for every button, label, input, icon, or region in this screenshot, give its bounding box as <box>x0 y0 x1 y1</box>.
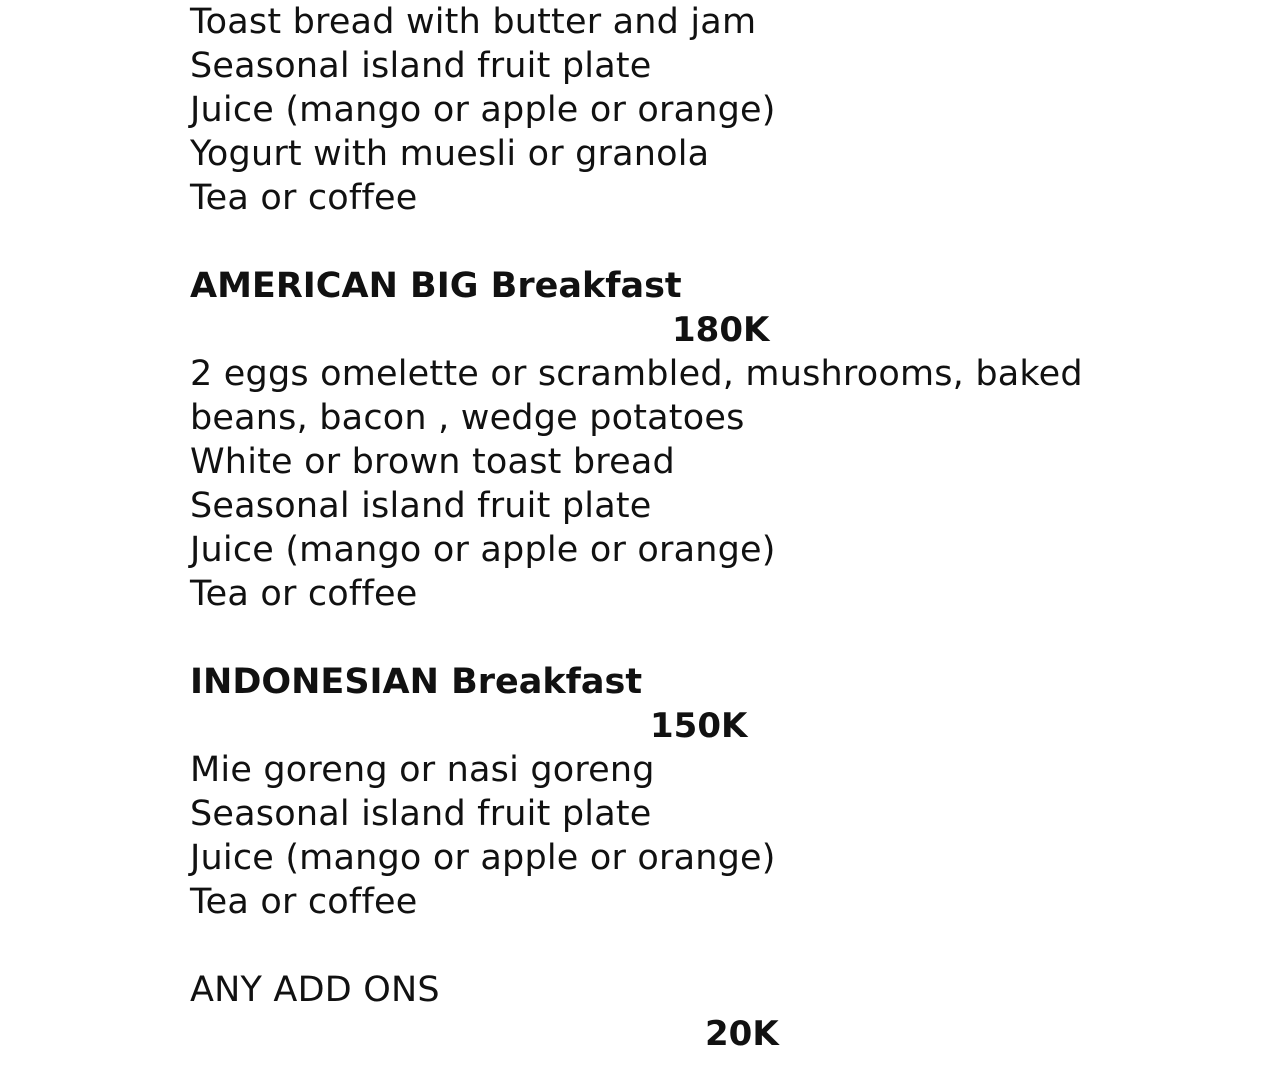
menu-item-line: beans, bacon , wedge potatoes <box>190 398 745 438</box>
section-title-american: AMERICAN BIG Breakfast <box>190 266 682 306</box>
menu-item-line: Yogurt with muesli or granola <box>190 134 710 174</box>
menu-item-line: Juice (mango or apple or orange) <box>190 530 776 570</box>
menu-item-line: Tea or coffee <box>190 574 418 614</box>
menu-item-line: Seasonal island fruit plate <box>190 46 652 86</box>
menu-item-line: Juice (mango or apple or orange) <box>190 90 776 130</box>
price-addons: 20K <box>705 1014 779 1054</box>
section-title-addons: ANY ADD ONS <box>190 970 440 1010</box>
menu-item-line: Juice (mango or apple or orange) <box>190 838 776 878</box>
menu-item-line: Mie goreng or nasi goreng <box>190 750 655 790</box>
menu-item-line: 2 eggs omelette or scrambled, mushrooms, baked <box>190 354 1083 394</box>
menu-item-line: White or brown toast bread <box>190 442 675 482</box>
menu-item-line: Seasonal island fruit plate <box>190 486 652 526</box>
menu-item-line: Seasonal island fruit plate <box>190 794 652 834</box>
price-american: 180K <box>672 310 770 350</box>
menu-item-line: Tea or coffee <box>190 178 418 218</box>
price-indonesian: 150K <box>650 706 748 746</box>
menu-item-line: Toast bread with butter and jam <box>190 2 757 42</box>
section-title-indonesian: INDONESIAN Breakfast <box>190 662 643 702</box>
menu-item-line: Tea or coffee <box>190 882 418 922</box>
